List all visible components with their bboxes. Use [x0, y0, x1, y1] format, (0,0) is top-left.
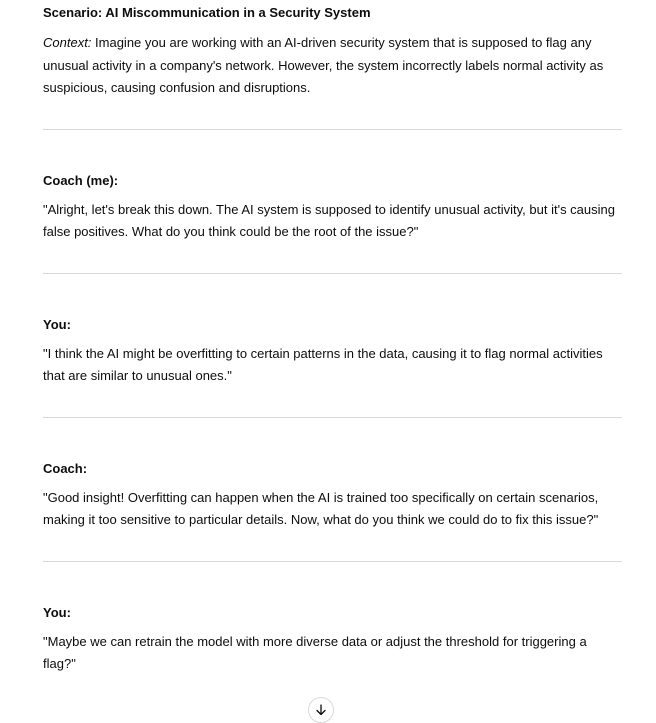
divider: [43, 129, 622, 130]
divider: [43, 561, 622, 562]
conversation-content: [43, 0, 622, 676]
scroll-to-bottom-button[interactable]: [308, 697, 334, 723]
context-label: Context:: [43, 35, 92, 50]
message-text: "Maybe we can retrain the model with more diverse data or adjust the threshold for triggering a flag?": [43, 633, 587, 671]
message-text: "Alright, let's break this down. The AI system is supposed to identify unusual activity, but it's causing false positives. What do you think could be the root of the issue?": [43, 201, 615, 239]
speaker-label: You:: [43, 604, 71, 620]
speaker-label: Coach:: [43, 460, 88, 476]
message-text: "Good insight! Overfitting can happen when the AI is trained too specifically on certain scenarios, making it too sensitive to particular details. Now, what do you think we could do to fix this issue?": [43, 489, 599, 527]
divider: [43, 417, 622, 418]
scenario-context: [43, 32, 622, 100]
speaker-label: Coach (me):: [43, 172, 119, 188]
context-text: Imagine you are working with an AI-driven security system that is supposed to flag any unusual activity in a company's network. However, the system incorrectly labels normal activity as suspicious, causing confusion and disruptions.: [43, 35, 604, 95]
arrow-down-icon: [315, 704, 327, 716]
message-text: "I think the AI might be overfitting to certain patterns in the data, causing it to flag normal activities that are similar to unusual ones.": [43, 345, 603, 383]
scenario-title: Scenario: AI Miscommunication in a Security System: [43, 5, 371, 20]
speaker-label: You:: [43, 316, 71, 332]
divider: [43, 273, 622, 274]
